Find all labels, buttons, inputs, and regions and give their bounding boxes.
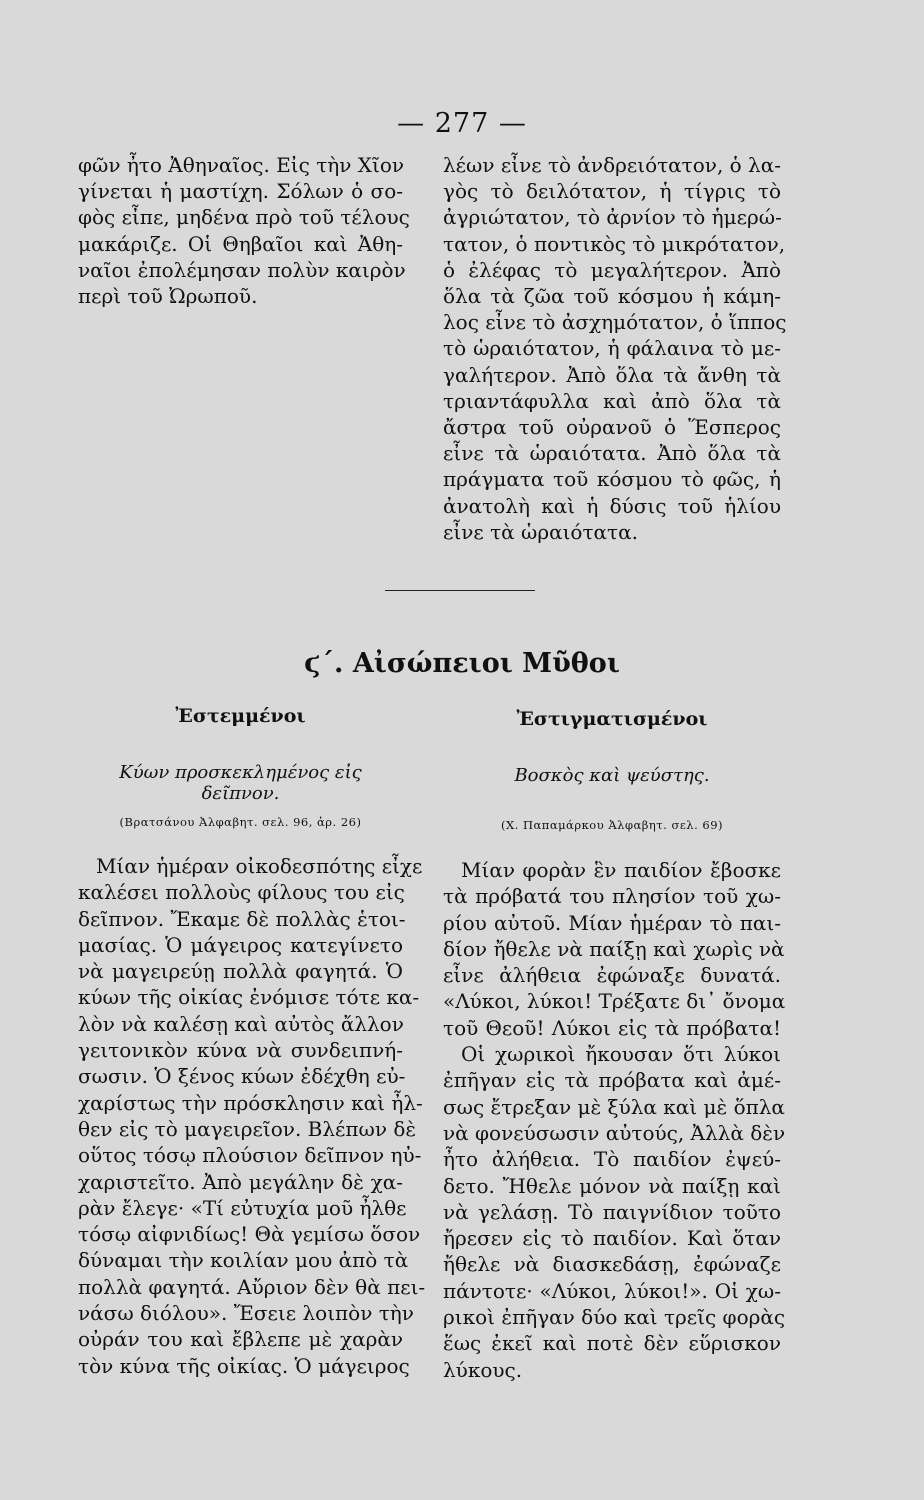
- text-line: περὶ τοῦ Ὠρωποῦ.: [78, 284, 258, 309]
- text-line: φῶν ἦτο Ἀθηναῖος. Εἰς τὴν Χῖον: [78, 153, 405, 177]
- text-line: νάσω διόλου». Ἔσειε λοιπὸν τὴν: [78, 1301, 414, 1326]
- left-story-source: (Βρατσάνου Ἀλφαβητ. σελ. 96, ἀρ. 26): [119, 815, 362, 829]
- left-story-body: [78, 853, 426, 1379]
- text-line: πάντοτε· «Λύκοι, λύκοι!». Οἱ χω-: [443, 1278, 781, 1303]
- text-line: τατον, ὁ ποντικὸς τὸ μικρότατον,: [443, 231, 786, 256]
- text-line: γαλήτερον. Ἀπὸ ὅλα τὰ ἄνθη τὰ: [443, 362, 781, 387]
- section-divider: [385, 590, 535, 591]
- text-line: γειτονικὸν κύνα νὰ συνδειπνή-: [78, 1038, 403, 1063]
- text-line: εἶνε τὰ ὡραιότατα.: [443, 519, 638, 544]
- text-line: μασίας. Ὁ μάγειρος κατεγίνετο: [78, 932, 403, 957]
- text-line: ρίου αὐτοῦ. Μίαν ἡμέραν τὸ παι-: [443, 910, 781, 935]
- text-line: δεῖπνον. Ἔκαμε δὲ πολλὰς ἑτοι-: [78, 906, 406, 931]
- text-line: γίνεται ἡ μαστίχη. Σόλων ὁ σο-: [78, 179, 403, 204]
- text-line: ρικοὶ ἐπῆγαν δύο καὶ τρεῖς φορὰς: [443, 1305, 786, 1330]
- text-line: λέων εἶνε τὸ ἀνδρειότατον, ὁ λα-: [443, 153, 781, 177]
- text-line: λος εἶνε τὸ ἀσχημότατον, ὁ ἵππος: [443, 310, 787, 335]
- text-line: ναῖοι ἐπολέμησαν πολὺν καιρὸν: [78, 257, 406, 282]
- text-line: πολλὰ φαγητά. Αὔριον δὲν θὰ πει-: [78, 1274, 426, 1299]
- text-line: φὸς εἶπε, μηδένα πρὸ τοῦ τέλους: [78, 205, 410, 230]
- left-story-title: Κύων προσκεκλημένος εἰς δεῖπνον.: [119, 762, 362, 804]
- text-line: καλέσει πολλοὺς φίλους του εἰς: [78, 880, 405, 905]
- text-line: Οἱ χωρικοὶ ἤκουσαν ὅτι λύκοι: [461, 1042, 781, 1067]
- text-line: μακάριζε. Οἱ Θηβαῖοι καὶ Ἀθη-: [78, 231, 403, 256]
- section-title: ϛ΄. Αἰσώπειοι Μῦθοι: [304, 648, 620, 679]
- text-line: δετο. Ἤθελε μόνον νὰ παίξῃ καὶ: [443, 1173, 781, 1198]
- text-line: πράγματα τοῦ κόσμου τὸ φῶς, ἡ: [443, 467, 781, 492]
- text-line: ἤρεσεν εἰς τὸ παιδίον. Καὶ ὅταν: [443, 1226, 781, 1251]
- top-right-column: [443, 152, 787, 545]
- text-line: σως ἔτρεξαν μὲ ξύλα καὶ μὲ ὅπλα: [443, 1094, 785, 1119]
- text-line: ἀγριώτατον, τὸ ἀρνίον τὸ ἡμερώ-: [443, 205, 782, 230]
- text-line: «Λύκοι, λύκοι! Τρέξατε δι᾿ ὄνομα: [443, 989, 786, 1014]
- text-line: χαριστεῖτο. Ἀπὸ μεγάλην δὲ χα-: [78, 1169, 403, 1194]
- text-line: δύναμαι τὴν κοιλίαν μου ἀπὸ τὰ: [78, 1248, 409, 1273]
- right-story-source: (Χ. Παπαμάρκου Ἀλφαβητ. σελ. 69): [500, 818, 723, 832]
- right-story-body: [443, 857, 786, 1383]
- text-line: Μίαν ἡμέραν οἰκοδεσπότης εἶχε: [96, 854, 423, 878]
- text-line: ἄστρα τοῦ οὐρανοῦ ὁ Ἕσπερος: [443, 415, 781, 440]
- text-line: χαρίστως τὴν πρόσκλησιν καὶ ἦλ-: [78, 1090, 423, 1115]
- text-line: ἀνατολὴ καὶ ἡ δύσις τοῦ ἡλίου: [443, 493, 781, 518]
- text-line: ἤθελε νὰ διασκεδάσῃ, ἐφώναζε: [443, 1252, 781, 1277]
- text-line: ὁ ἐλέφας τὸ μεγαλήτερον. Ἀπὸ: [443, 257, 781, 282]
- text-line: τριαντάφυλλα καὶ ἀπὸ ὅλα τὰ: [443, 388, 781, 413]
- text-line: τὰ πρόβατά του πλησίον τοῦ χω-: [443, 884, 781, 909]
- text-line: τοῦ Θεοῦ! Λύκοι εἰς τὰ πρόβατα!: [443, 1015, 781, 1040]
- text-line: λὸν νὰ καλέσῃ καὶ αὐτὸς ἄλλον: [78, 1011, 404, 1036]
- text-line: σωσιν. Ὁ ξένος κύων ἐδέχθη εὐ-: [78, 1064, 406, 1089]
- top-left-column: [78, 152, 410, 309]
- text-line: εἶνε ἀλήθεια ἐφώναξε δυνατά.: [443, 963, 781, 988]
- text-line: ὅλα τὰ ζῶα τοῦ κόσμου ἡ κάμη-: [443, 284, 781, 309]
- text-line: ἐπῆγαν εἰς τὰ πρόβατα καὶ ἀμέ-: [443, 1068, 781, 1093]
- text-line: τὸ ὡραιότατον, ἡ φάλαινα τὸ με-: [443, 336, 781, 361]
- text-line: νὰ γελάσῃ. Τὸ παιγνίδιον τοῦτο: [443, 1199, 781, 1224]
- text-line: ρὰν ἔλεγε· «Τί εὐτυχία μοῦ ἦλθε: [78, 1195, 407, 1220]
- right-story-title: Βοσκὸς καὶ ψεύστης.: [514, 765, 710, 786]
- text-line: γὸς τὸ δειλότατον, ἡ τίγρις τὸ: [443, 179, 781, 204]
- text-line: οὕτος τόσῳ πλούσιον δεῖπνον ηὐ-: [78, 1143, 422, 1168]
- text-line: νὰ φονεύσωσιν αὐτούς, Ἀλλὰ δὲν: [443, 1120, 786, 1145]
- text-line: λύκους.: [443, 1357, 523, 1382]
- right-story-heading: Ἐστιγματισμένοι: [516, 708, 708, 730]
- text-line: θεν εἰς τὸ μαγειρεῖον. Βλέπων δὲ: [78, 1116, 417, 1141]
- text-line: ἦτο ἀλήθεια. Τὸ παιδίον ἐψεύ-: [443, 1147, 781, 1172]
- text-line: τὸν κύνα τῆς οἰκίας. Ὁ μάγειρος: [78, 1353, 410, 1378]
- text-line: κύων τῆς οἰκίας ἐνόμισε τότε κα-: [78, 985, 420, 1010]
- text-line: οὐράν του καὶ ἔβλεπε μὲ χαρὰν: [78, 1327, 403, 1352]
- text-line: τόσῳ αἰφνιδίως! Θὰ γεμίσω ὅσον: [78, 1222, 421, 1247]
- text-line: Μίαν φορὰν ἓν παιδίον ἔβοσκε: [461, 858, 781, 882]
- left-story-heading: Ἐστεμμένοι: [175, 705, 306, 727]
- text-line: δίον ἤθελε νὰ παίξῃ καὶ χωρὶς νὰ: [443, 936, 785, 961]
- text-line: ἕως ἐκεῖ καὶ ποτὲ δὲν εὕρισκον: [443, 1331, 781, 1356]
- page-number: — 277 —: [397, 108, 527, 139]
- text-line: εἶνε τὰ ὡραιότατα. Ἀπὸ ὅλα τὰ: [443, 441, 781, 466]
- text-line: νὰ μαγειρεύῃ πολλὰ φαγητά. Ὁ: [78, 959, 403, 984]
